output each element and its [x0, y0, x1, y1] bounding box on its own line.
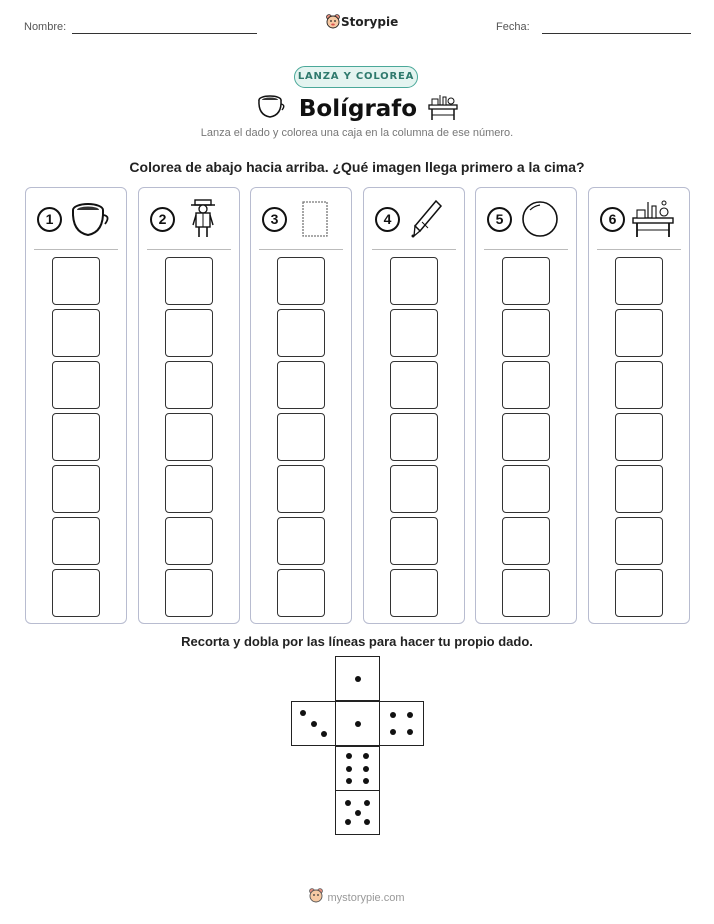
column-divider — [147, 249, 231, 250]
storypie-mascot-icon — [309, 888, 323, 904]
color-box[interactable] — [615, 465, 663, 513]
color-box[interactable] — [52, 309, 100, 357]
die-pip — [355, 721, 361, 727]
die-pip — [346, 778, 352, 784]
color-box[interactable] — [502, 309, 550, 357]
color-box[interactable] — [165, 257, 213, 305]
column-4 — [363, 187, 465, 624]
column-divider — [597, 249, 681, 250]
color-box[interactable] — [615, 413, 663, 461]
color-box[interactable] — [615, 257, 663, 305]
color-box[interactable] — [52, 517, 100, 565]
storypie-mascot-icon — [326, 14, 340, 30]
man-in-hat-icon — [181, 198, 225, 240]
column-2 — [138, 187, 240, 624]
color-box[interactable] — [165, 309, 213, 357]
color-box[interactable] — [165, 361, 213, 409]
color-box[interactable] — [390, 361, 438, 409]
die-pip — [363, 753, 369, 759]
color-box[interactable] — [390, 569, 438, 617]
pot-icon — [68, 198, 112, 240]
color-box[interactable] — [502, 569, 550, 617]
color-box[interactable] — [165, 413, 213, 461]
die-pip — [364, 819, 370, 825]
die-pip — [355, 676, 361, 682]
footer — [0, 888, 714, 904]
activity-badge: LANZA Y COLOREA — [294, 66, 418, 88]
die-face-top — [335, 656, 380, 701]
color-box[interactable] — [165, 517, 213, 565]
die-pip — [390, 729, 396, 735]
paper-sheet-icon — [293, 198, 337, 240]
die-pip — [390, 712, 396, 718]
die-pip — [407, 712, 413, 718]
color-box[interactable] — [390, 413, 438, 461]
die-pip — [355, 810, 361, 816]
footer-url[interactable]: mystorypie.com — [327, 892, 405, 904]
color-box[interactable] — [502, 361, 550, 409]
date-line[interactable] — [542, 33, 691, 34]
column-divider — [259, 249, 343, 250]
workbench-icon — [427, 93, 459, 121]
die-pip — [345, 800, 351, 806]
die-pip — [321, 731, 327, 737]
color-box[interactable] — [277, 413, 325, 461]
color-box[interactable] — [390, 257, 438, 305]
color-box[interactable] — [52, 413, 100, 461]
color-box[interactable] — [277, 257, 325, 305]
column-5 — [475, 187, 577, 624]
color-box[interactable] — [52, 361, 100, 409]
color-box[interactable] — [390, 465, 438, 513]
color-box[interactable] — [165, 569, 213, 617]
name-line[interactable] — [72, 33, 257, 34]
color-box[interactable] — [502, 465, 550, 513]
die-pip — [363, 766, 369, 772]
column-3 — [250, 187, 352, 624]
die-face-bottom — [335, 790, 380, 835]
pot-icon — [256, 93, 286, 121]
color-box[interactable] — [277, 517, 325, 565]
workbench-icon — [631, 198, 675, 240]
color-box[interactable] — [277, 465, 325, 513]
column-number: 2 — [150, 207, 175, 232]
color-box[interactable] — [52, 257, 100, 305]
color-box[interactable] — [615, 569, 663, 617]
column-divider — [372, 249, 456, 250]
column-divider — [34, 249, 118, 250]
cut-instruction: Recorta y dobla por las líneas para hacer tu propio dado. — [181, 634, 533, 649]
die-face-left — [291, 701, 336, 746]
column-number: 6 — [600, 207, 625, 232]
die-pip — [311, 721, 317, 727]
die-face-lower — [335, 746, 380, 791]
column-number: 3 — [262, 207, 287, 232]
color-box[interactable] — [615, 309, 663, 357]
color-box[interactable] — [52, 465, 100, 513]
color-box[interactable] — [52, 569, 100, 617]
color-box[interactable] — [277, 309, 325, 357]
color-box[interactable] — [615, 361, 663, 409]
color-box[interactable] — [390, 517, 438, 565]
color-box[interactable] — [390, 309, 438, 357]
color-box[interactable] — [615, 517, 663, 565]
die-pip — [345, 819, 351, 825]
die-face-center — [335, 701, 380, 746]
instruction: Colorea de abajo hacia arriba. ¿Qué imagen llega primero a la cima? — [129, 159, 585, 175]
column-1 — [25, 187, 127, 624]
die-pip — [346, 753, 352, 759]
column-number: 1 — [37, 207, 62, 232]
die-pip — [364, 800, 370, 806]
die-pip — [300, 710, 306, 716]
date-label: Fecha: — [496, 21, 530, 33]
column-divider — [484, 249, 568, 250]
color-box[interactable] — [502, 413, 550, 461]
brand-logo — [326, 14, 399, 32]
column-number: 4 — [375, 207, 400, 232]
die-pip — [346, 766, 352, 772]
die-pip — [363, 778, 369, 784]
circle-ball-icon — [518, 198, 562, 240]
die-face-right — [379, 701, 424, 746]
color-box[interactable] — [277, 361, 325, 409]
name-label: Nombre: — [24, 21, 67, 33]
color-box[interactable] — [502, 257, 550, 305]
subtitle: Lanza el dado y colorea una caja en la columna de ese número. — [200, 127, 514, 139]
page-title: Bolígrafo — [298, 96, 418, 122]
color-box[interactable] — [165, 465, 213, 513]
brand-name: Storypie — [341, 15, 399, 29]
die-pip — [407, 729, 413, 735]
column-number: 5 — [487, 207, 512, 232]
color-box[interactable] — [277, 569, 325, 617]
column-6 — [588, 187, 690, 624]
color-box[interactable] — [502, 517, 550, 565]
pen-icon — [406, 198, 450, 240]
